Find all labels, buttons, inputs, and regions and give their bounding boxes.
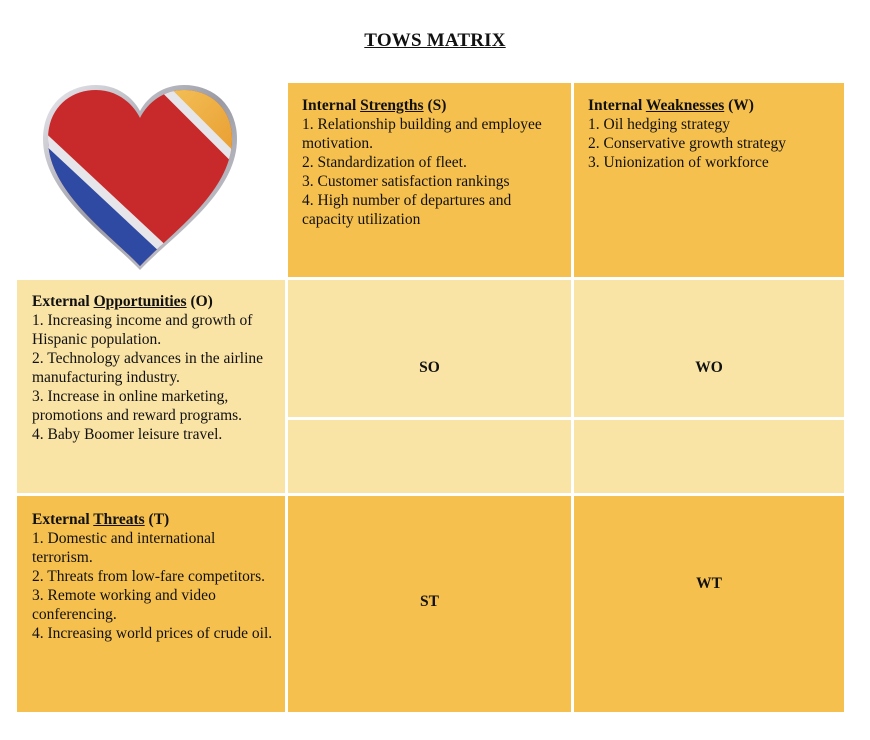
threats-cell <box>17 496 285 712</box>
wt-cell <box>574 496 844 712</box>
strength-item: 2. Standardization of fleet. <box>302 154 467 171</box>
so-cell-lower <box>288 420 571 493</box>
opportunities-header: External Opportunities (O) <box>32 293 213 310</box>
strength-item: 4. High number of departures and capacity utilization <box>302 192 512 228</box>
weaknesses-header: Internal Weaknesses (W) <box>588 97 754 114</box>
so-label: SO <box>419 359 440 376</box>
page-title: TOWS MATRIX <box>364 30 506 51</box>
strength-item: 1. Relationship building and employee motivation. <box>302 116 542 152</box>
threat-item: 3. Remote working and video conferencing. <box>32 587 216 623</box>
weakness-item: 3. Unionization of workforce <box>588 154 769 171</box>
opportunities-cell <box>17 280 285 493</box>
heart-logo <box>40 84 240 272</box>
strengths-cell <box>288 83 571 277</box>
wo-label: WO <box>695 359 723 376</box>
strength-item: 3. Customer satisfaction rankings <box>302 173 510 190</box>
threat-item: 4. Increasing world prices of crude oil. <box>32 625 273 642</box>
weaknesses-cell <box>574 83 844 277</box>
wo-cell-lower <box>574 420 844 493</box>
opportunity-item: 2. Technology advances in the airline manufacturing industry. <box>32 350 264 386</box>
wt-label: WT <box>696 575 722 592</box>
opportunity-item: 4. Baby Boomer leisure travel. <box>32 426 223 443</box>
st-cell <box>288 496 571 712</box>
weakness-item: 1. Oil hedging strategy <box>588 116 731 133</box>
threat-item: 2. Threats from low-fare competitors. <box>32 568 265 585</box>
opportunity-item: 1. Increasing income and growth of Hispanic population. <box>32 312 253 348</box>
st-label: ST <box>420 593 439 610</box>
opportunity-item: 3. Increase in online marketing, promotions and reward programs. <box>32 388 243 424</box>
threats-header: External Threats (T) <box>32 511 170 528</box>
strengths-header: Internal Strengths (S) <box>302 97 447 114</box>
weakness-item: 2. Conservative growth strategy <box>588 135 787 152</box>
threat-item: 1. Domestic and international terrorism. <box>32 530 216 566</box>
so-cell <box>288 280 571 417</box>
wo-cell <box>574 280 844 417</box>
